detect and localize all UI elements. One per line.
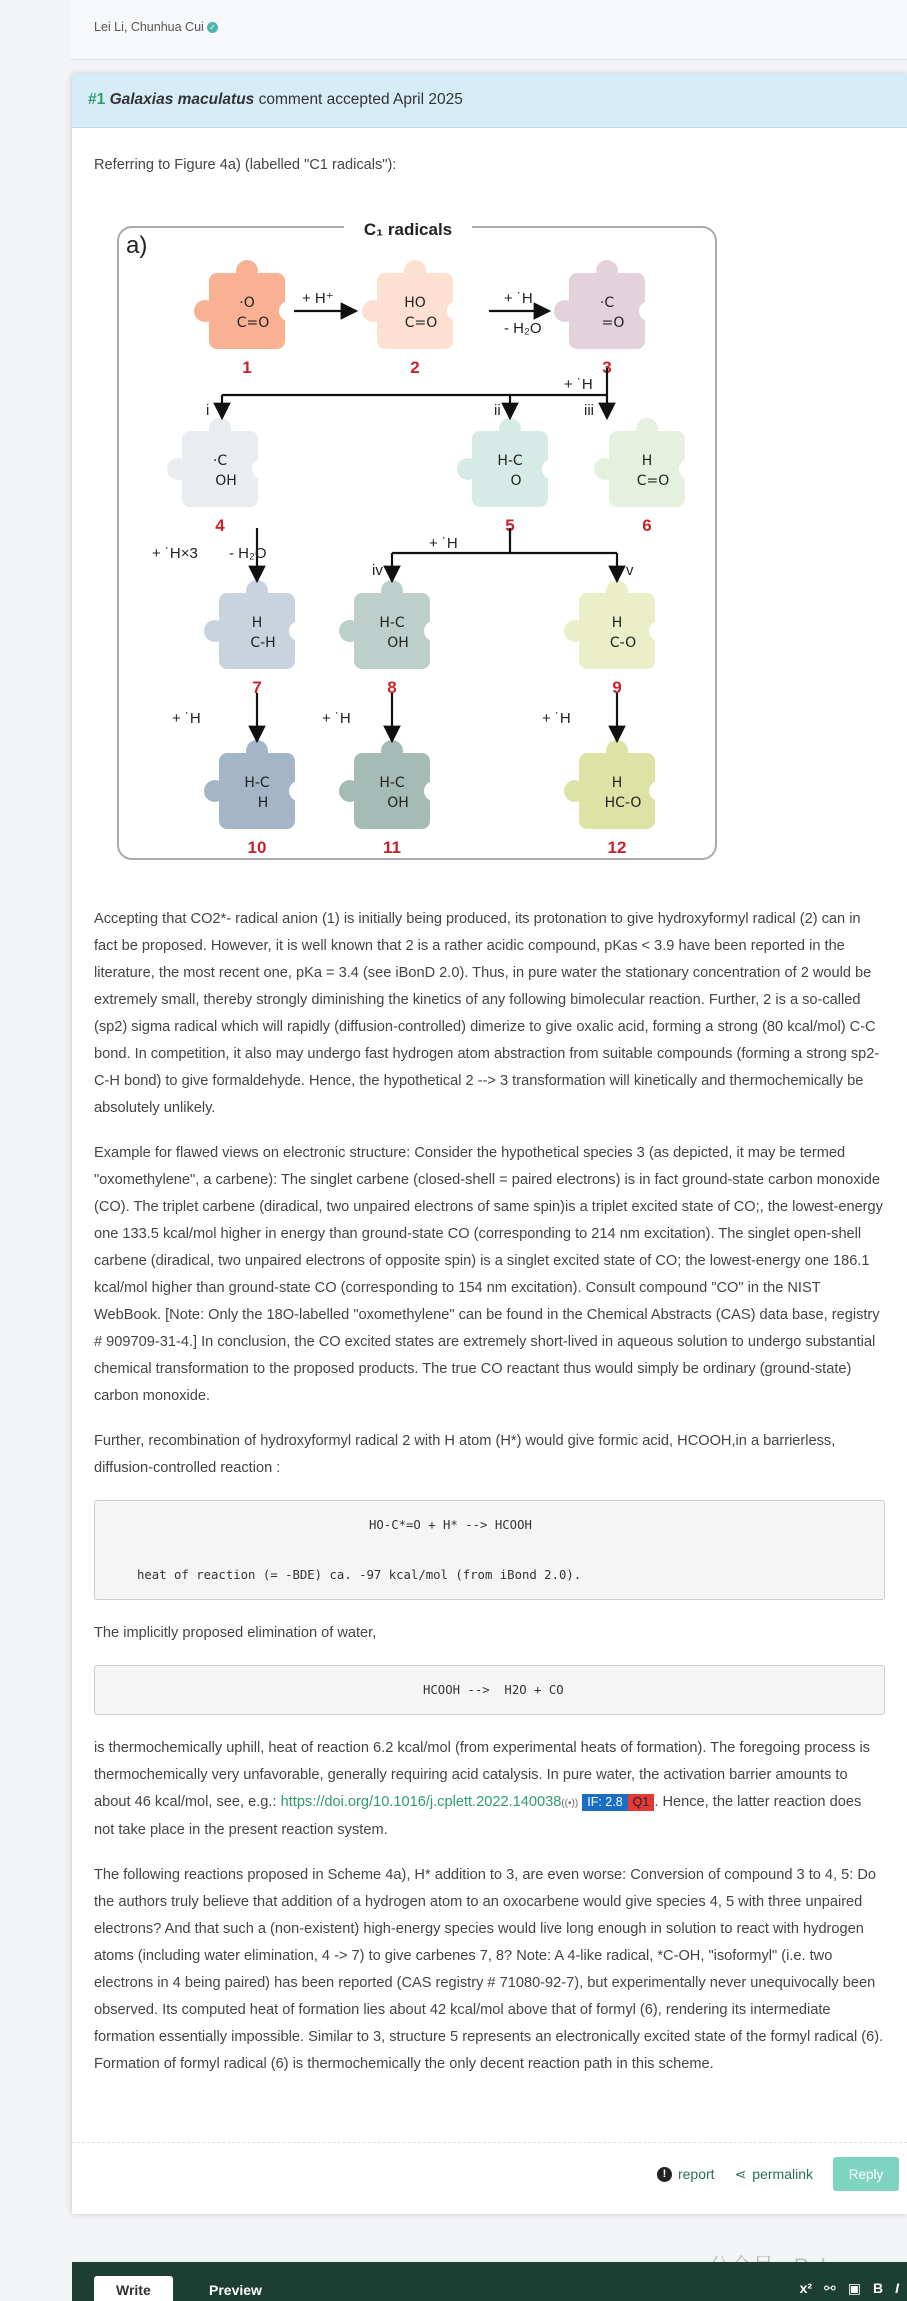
alert-icon: ! — [657, 2167, 672, 2182]
commenter-name[interactable]: Galaxias maculatus — [109, 91, 255, 108]
editor-toolbar — [800, 2280, 899, 2297]
reagent-r7: + ˙H — [429, 535, 458, 552]
molecule-label-4: ·C — [212, 453, 228, 469]
quartile-badge: Q1 — [628, 1794, 655, 1811]
compound-number-8: 8 — [387, 678, 397, 697]
code1-line1: HO-C*=O + H* --> HCOOH — [369, 1518, 532, 1532]
reagent-r5: + ˙H×3 — [152, 545, 198, 562]
figure-title: C₁ radicals — [363, 220, 453, 239]
code1-line2: heat of reaction (= -BDE) ca. -97 kcal/mol (from iBond 2.0). — [137, 1568, 582, 1582]
report-link[interactable]: ! report — [657, 2166, 715, 2182]
compound-number-3: 3 — [602, 358, 612, 377]
panel-label: a) — [126, 232, 148, 259]
molecule-label-10: H-C — [244, 775, 270, 791]
intro-text: Referring to Figure 4a) (labelled "C1 radicals"): — [94, 157, 397, 173]
editor-bar — [72, 2262, 907, 2301]
compound-number-7: 7 — [252, 678, 262, 697]
molecule-label-7-b: C-H — [250, 635, 276, 651]
molecule-label-9: H — [611, 615, 623, 631]
paragraph-5-end: Hence, the latter reaction does not take place in the present reaction system. — [94, 1794, 862, 1838]
molecule-label-7: H — [251, 615, 263, 631]
code-block-2 — [94, 1665, 885, 1715]
compound-number-5: 5 — [505, 516, 515, 535]
doi-link[interactable]: https://doi.org/10.1016/j.cplett.2022.140038 — [280, 1794, 562, 1810]
reagent-i: i — [206, 402, 210, 419]
superscript-button[interactable]: x² — [799, 2280, 813, 2296]
molecule-label-6: H — [641, 453, 653, 469]
compound-number-10: 10 — [247, 838, 267, 857]
altmetric-icon: ((•)) — [561, 1798, 579, 1809]
comment-header — [72, 74, 907, 128]
compound-number-11: 11 — [383, 838, 401, 857]
molecule-label-4-b: OH — [215, 473, 237, 489]
compound-number-9: 9 — [612, 678, 622, 697]
comment-body — [72, 128, 907, 2078]
paragraph-2: Example for flawed views on electronic structure: Consider the hypothetical species 3 (as depicted, it may be termed "oxomethylene", a carbene): The singlet carbene (closed-shell = paired electrons) is in fact ground-state carbon monoxide (CO). The triplet carbene (diradical, two unpaired electrons of same spin)is a triplet excited state of CO;, the lowest-energy one 133.5 kcal/mol higher in energy than ground-state CO (corresponding to 214 nm excitation). The singlet open-shell carbene (diradical, two unpaired electrons of opposite spin) is a singlet excited state of CO; the lowest-energy one 186.1 kcal/mol higher than ground-state CO (corresponding to 154 nm excitation). Consult compound "CO" in the NIST WebBook. [Note: Only the 18O-labelled "oxomethylene" can be found in the Chemical Abstracts (CAS) data base, registry # 909709-31-4.] In conclusion, the CO excited states are extremely short-lived in aqueous solution to undergo substantial chemical transformation to the proposed products. The true CO reactant thus would simply be ordinary (ground-state) carbon monoxide. — [94, 1145, 883, 1404]
reagent-r6: - H₂O — [229, 545, 267, 562]
reagent-iv: iv — [372, 562, 383, 579]
reagent-r2: + ˙H — [504, 290, 533, 307]
italic-button[interactable]: I — [895, 2280, 899, 2296]
tab-preview[interactable]: Preview — [209, 2282, 262, 2298]
molecule-label-1-b: C=O — [236, 315, 270, 331]
comment-status: comment accepted April 2025 — [258, 91, 463, 108]
paragraph-1: Accepting that CO2*- radical anion (1) is initially being produced, its protonation to give hydroxyformyl radical (2) can in fact be proposed. However, it is well known that 2 is a rather acidic compound, pKas < 3.9 have been reported in the literature, the most recent one, pKa = 3.4 (see iBonD 2.0). Thus, in pure water the stationary concentration of 2 would be extremely small, thereby strongly diminishing the kinetics of any following bimolecular reaction. Further, 2 is a so-called (sp2) sigma radical which will rapidly (diffusion-controlled) dimerize to give oxalic acid, forming a strong (80 kcal/mol) C-C bond. In competition, it also may undergo fast hydrogen atom abstraction from suitable compounds (forming a strong sp2-C-H bond) to give formaldehyde. Hence, the hypothetical 2 --> 3 transformation will kinetically and thermochemically be absolutely unlikely. — [94, 911, 880, 1116]
badge-sep: . — [654, 1794, 659, 1810]
permalink-link[interactable]: ⋖ permalink — [734, 2165, 813, 2182]
reagent-r1: + H⁺ — [302, 290, 334, 307]
molecule-label-10-b: H — [257, 795, 269, 811]
reagent-r4: + ˙H — [564, 376, 593, 393]
molecule-label-6-b: C=O — [636, 473, 670, 489]
molecule-label-2-b: C=O — [404, 315, 438, 331]
molecule-label-8-b: OH — [387, 635, 409, 651]
reagent-r3: - H₂O — [504, 320, 542, 337]
molecule-label-11: H-C — [379, 775, 405, 791]
comment-footer — [72, 2142, 907, 2214]
image-icon[interactable]: ▣ — [847, 2280, 861, 2296]
paragraph-5-text: is thermochemically uphill, heat of reaction 6.2 kcal/mol (from experimental heats of formation). The foregoing process is thermochemically very unfavorable, generally requiring acid catalysis. In pure water, the activation barrier amounts to about 46 kcal/mol, see, e.g.: — [94, 1740, 870, 1810]
tab-write[interactable]: Write — [94, 2276, 173, 2301]
paragraph-6: The following reactions proposed in Scheme 4a), H* addition to 3, are even worse: Conversion of compound 3 to 4, 5: Do the authors truly believe that addition of a hydrogen atom to an oxocarbene would give species 4, 5 with three unpaired electrons? And that such a (non-existent) high-energy species would live long enough in solution to react with hydrogen atoms (including water elimination, 4 -> 7) to give carbenes 7, 8? Note: A 4-like radical, *C-OH, "isoformyl" (i.e. two electrons in 4 being paired) has been reported (CAS registry # 71080-92-7), but experimentally never unequivocally been observed. Its computed heat of formation lies about 42 kcal/mol above that of formyl (6), rendering its intermediate formation essentially impossible. Similar to 3, structure 5 represents an electronically excited state of the formyl radical (6). Formation of formyl radical (6) is thermochemically the only decent reaction path in this scheme. — [94, 1867, 884, 2072]
compound-number-6: 6 — [642, 516, 652, 535]
comment-card — [72, 74, 907, 2214]
reagent-ii: ii — [494, 402, 501, 419]
molecule-label-5: H-C — [497, 453, 523, 469]
share-icon: ⋖ — [734, 2165, 747, 2182]
verified-icon: ✓ — [207, 22, 218, 33]
molecule-label-12-b: HC-O — [604, 795, 642, 811]
molecule-label-8: H-C — [379, 615, 405, 631]
compound-number-2: 2 — [410, 358, 420, 377]
paragraph-3: Further, recombination of hydroxyformyl radical 2 with H atom (H*) would give formic acid, HCOOH,in a barrierless, diffusion-controlled reaction : — [94, 1433, 836, 1476]
molecule-label-5-b: O — [510, 473, 522, 489]
paragraph-5 — [94, 1735, 885, 1844]
compound-number-12: 12 — [607, 838, 627, 857]
code2-line: HCOOH --> H2O + CO — [423, 1683, 564, 1697]
molecule-label-12: H — [611, 775, 623, 791]
molecule-label-11-b: OH — [387, 795, 409, 811]
molecule-label-3: ·C — [599, 295, 615, 311]
molecule-label-1: ·O — [239, 295, 255, 311]
molecule-label-9-b: C-O — [609, 635, 637, 651]
compound-number-4: 4 — [215, 516, 225, 535]
molecule-label-2: HO — [404, 295, 426, 311]
reagent-iii: iii — [584, 402, 594, 419]
reagent-r10: + ˙H — [542, 710, 571, 727]
molecule-label-3-b: =O — [601, 315, 625, 331]
reagent-r9: + ˙H — [322, 710, 351, 727]
author-names: Lei Li, Chunhua Cui — [94, 20, 204, 34]
link-icon[interactable]: ⚯ — [824, 2280, 836, 2296]
code-block-1 — [94, 1500, 885, 1600]
reply-button[interactable]: Reply — [833, 2157, 899, 2191]
reagent-r8: + ˙H — [172, 710, 201, 727]
comment-number[interactable]: #1 — [88, 91, 106, 108]
compound-number-1: 1 — [242, 358, 252, 377]
scheme-figure — [94, 203, 724, 878]
bold-button[interactable]: B — [872, 2280, 884, 2296]
paragraph-4: The implicitly proposed elimination of water, — [94, 1625, 377, 1641]
reagent-v: v — [626, 562, 634, 579]
author-bar — [70, 0, 907, 60]
impact-factor-badge: IF: 2.8 — [582, 1794, 627, 1811]
